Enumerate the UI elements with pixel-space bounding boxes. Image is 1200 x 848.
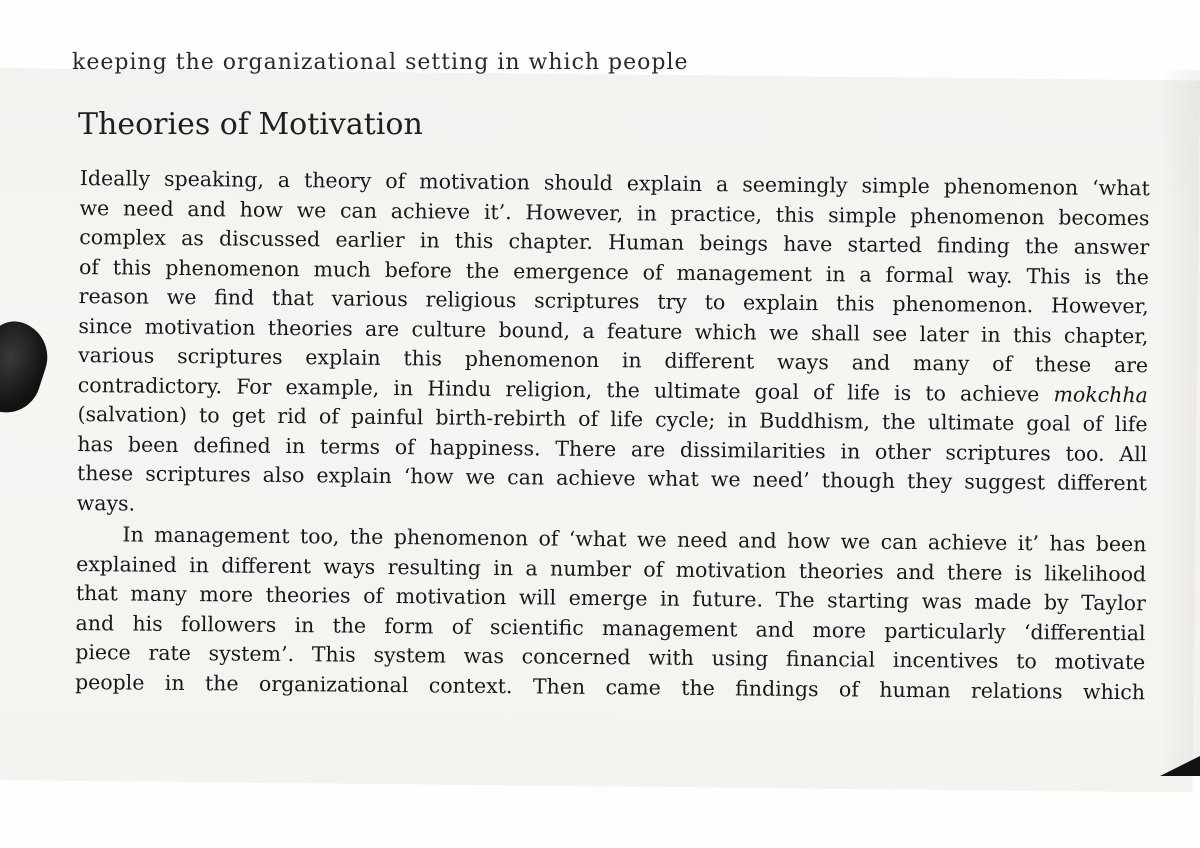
text-line-part: contradictory. For example, in Hindu religion, the ultimate goal of life is to achieve [77, 372, 1040, 406]
italic-term: mokchha [1053, 381, 1148, 407]
text-line: of this phenomenon much before the emergence of management in a formal way. This is the [78, 254, 1150, 289]
text-line: In management too, the phenomenon of ‘what we need and how we can achieve it’ has been [122, 522, 1147, 557]
text-line: explained in different ways resulting in a number of motivation theories and there is likelihood [76, 551, 1147, 586]
body-text [75, 164, 1150, 707]
text-line: reason we find that various religious scriptures try to explain this phenomenon. However, [78, 283, 1149, 319]
text-line: we need and how we can achieve it’. However, in practice, this simple phenomenon becomes [79, 195, 1150, 230]
text-line: and his followers in the form of scientific management and more particularly ‘differential [75, 610, 1146, 645]
section-title: Theories of Motivation [78, 107, 423, 142]
text-line: complex as discussed earlier in this chapter. Human beings have started finding the answer [79, 224, 1150, 260]
text-line: Ideally speaking, a theory of motivation should explain a seemingly simple phenomenon ‘what [79, 165, 1150, 201]
text-line: ways. [76, 490, 136, 516]
text-line: piece rate system’. This system was concerned with using financial incentives to motivate [75, 639, 1146, 675]
cut-off-top-line [72, 50, 832, 78]
cut-off-top-line-text: keeping the organizational setting in which people [72, 50, 689, 75]
text-line: various scriptures explain this phenomenon in different ways and many of these are [78, 342, 1149, 378]
text-line: (salvation) to get rid of painful birth-rebirth of life cycle; in Buddhism, the ultimate goal of life [77, 401, 1148, 437]
text-line: that many more theories of motivation will emerge in future. The starting was made by Taylor [75, 580, 1146, 616]
page-edge-shadow [1160, 70, 1200, 770]
page-corner-shadow [1160, 756, 1200, 776]
text-line: people in the organizational context. Then came the findings of human relations which [74, 669, 1146, 704]
text-line: has been defined in terms of happiness. There are dissimilarities in other scriptures too. All [77, 431, 1148, 466]
paragraph-1 [77, 164, 1150, 528]
paragraph-2 [75, 520, 1147, 707]
text-line: these scriptures also explain ‘how we can achieve what we need’ though they suggest different [76, 460, 1148, 496]
text-line: since motivation theories are culture bound, a feature which we shall see later in this chapter, [78, 313, 1149, 348]
